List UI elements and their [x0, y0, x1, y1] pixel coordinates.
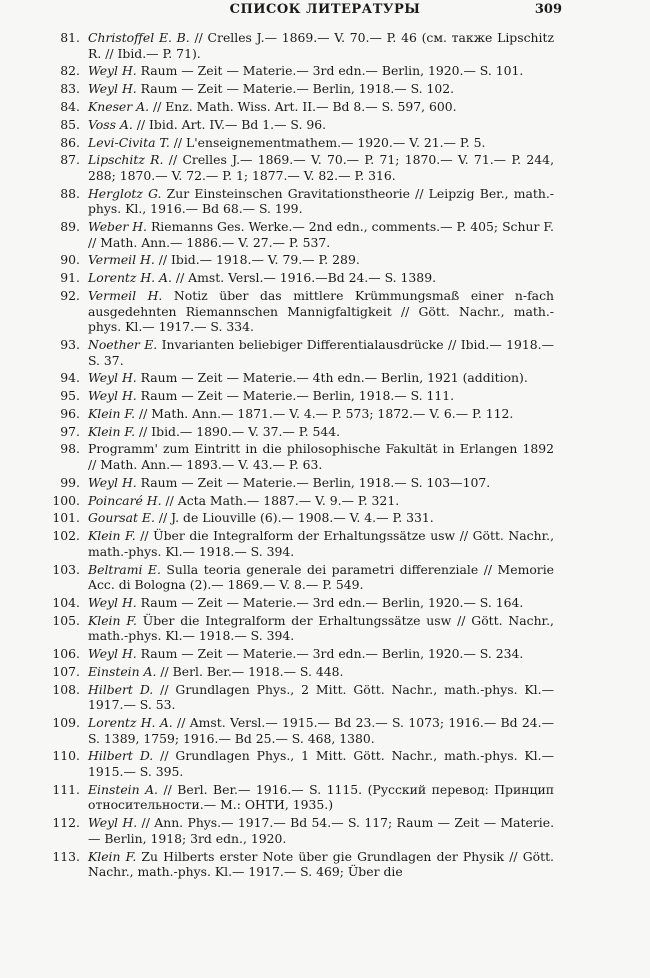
reference-entry — [46, 186, 554, 217]
reference-text — [88, 30, 554, 61]
reference-number: 95. — [60, 388, 80, 404]
reference-text — [88, 682, 554, 713]
reference-author: Klein F. — [88, 528, 136, 544]
reference-author: Levi-Civita T. — [88, 134, 170, 150]
reference-entry — [46, 288, 554, 335]
page-header — [0, 2, 650, 22]
reference-entry — [46, 81, 554, 97]
reference-number: 102. — [52, 528, 80, 544]
reference-number: 93. — [60, 336, 80, 352]
reference-entry — [46, 782, 554, 813]
reference-number: 101. — [52, 510, 80, 526]
reference-author: Weber H. — [88, 219, 147, 235]
reference-number: 96. — [60, 405, 80, 421]
reference-author: Klein F. — [88, 405, 136, 421]
reference-details: // Crelles J.— 1869.— V. 70.— P. 71; 1870.— V. 71.— P. 244, 288; 1870.— V. 72.— P. 1; 1877.— V. 82.— P. 316. — [88, 152, 555, 183]
reference-entry — [46, 99, 554, 115]
reference-text — [88, 117, 554, 133]
reference-author: Klein F. — [88, 848, 137, 864]
reference-author: Weyl H. — [88, 474, 137, 490]
reference-text — [88, 219, 554, 250]
reference-entry — [46, 441, 554, 472]
reference-entry — [46, 117, 554, 133]
reference-entry — [46, 613, 554, 644]
reference-entry — [46, 664, 554, 680]
reference-entry — [46, 252, 554, 268]
reference-text — [88, 595, 554, 611]
reference-details: Riemanns Ges. Werke.— 2nd edn., comments.— P. 405; Schur F. // Math. Ann.— 1886.— V. 27.— P. 537. — [88, 219, 554, 250]
reference-entry — [46, 562, 554, 593]
reference-details: Raum — Zeit — Materie.— 3rd edn.— Berlin, 1920.— S. 101. — [136, 63, 524, 79]
reference-text — [88, 748, 554, 779]
reference-text — [88, 475, 554, 491]
reference-author: Goursat E. — [88, 510, 155, 526]
reference-number: 100. — [52, 492, 80, 508]
reference-number: 83. — [60, 81, 80, 97]
reference-number: 91. — [60, 270, 80, 286]
reference-text — [88, 782, 554, 813]
reference-details: // Berl. Ber.— 1918.— S. 448. — [156, 663, 344, 679]
page-number: 309 — [534, 2, 562, 17]
reference-author: Kneser A. — [88, 98, 150, 114]
reference-details: // Enz. Math. Wiss. Art. II.— Bd 8.— S. 597, 600. — [149, 98, 457, 114]
reference-details: Notiz über das mittlere Krümmungsmaß einer n-fach ausgedehnten Riemannschen Mannigfaltigkeit // Gött. Nachr., math.-phys. Kl.— 1917.— S. 334. — [88, 287, 554, 335]
reference-number: 85. — [60, 116, 80, 132]
reference-entry — [46, 406, 554, 422]
reference-author: Lipschitz R. — [88, 152, 164, 168]
reference-text — [88, 715, 554, 746]
reference-author: Weyl H. — [88, 646, 137, 662]
reference-details: Raum — Zeit — Materie.— 3rd edn.— Berlin, 1920.— S. 234. — [136, 646, 524, 662]
reference-author: Weyl H. — [88, 594, 137, 610]
reference-entry — [46, 682, 554, 713]
reference-author: Weyl H. — [88, 370, 137, 386]
reference-entry — [46, 388, 554, 404]
reference-text — [88, 388, 554, 404]
running-head: СПИСОК ЛИТЕРАТУРЫ — [229, 2, 421, 17]
reference-details: Invarianten beliebiger Differentialausdrücke // Ibid.— 1918.— S. 37. — [88, 336, 554, 368]
reference-details: // L'enseignementmathem.— 1920.— V. 21.— P. 5. — [169, 134, 486, 150]
reference-details: // Grundlagen Phys., 1 Mitt. Gött. Nachr., math.-phys. Kl.— 1915.— S. 395. — [88, 748, 554, 779]
reference-details: Raum — Zeit — Materie.— Berlin, 1918.— S. 103—107. — [136, 474, 491, 490]
reference-entry — [46, 815, 554, 846]
reference-number: 109. — [52, 715, 80, 730]
reference-details: // Math. Ann.— 1871.— V. 4.— P. 573; 1872.— V. 6.— P. 112. — [135, 405, 514, 421]
reference-number: 106. — [52, 646, 80, 662]
reference-entry — [46, 135, 554, 151]
reference-author: Weyl H. — [88, 81, 137, 97]
reference-author: Einstein A. — [88, 663, 157, 679]
reference-details: // Crelles J.— 1869.— V. 70.— P. 46 (см. также Lipschitz R. // Ibid.— P. 71). — [88, 30, 554, 61]
reference-text — [88, 646, 554, 662]
reference-author: Weyl H. — [88, 815, 138, 831]
reference-text — [88, 510, 554, 526]
reference-author: Lorentz H. A. — [88, 715, 173, 730]
reference-entry — [46, 370, 554, 386]
reference-details: Raum — Zeit — Materie.— 4th edn.— Berlin, 1921 (addition). — [136, 370, 528, 386]
reference-number: 84. — [60, 98, 80, 114]
reference-details: // Ibid.— 1890.— V. 37.— P. 544. — [135, 423, 341, 439]
reference-details: Raum — Zeit — Materie.— 3rd edn.— Berlin, 1920.— S. 164. — [136, 594, 524, 610]
reference-details: // Berl. Ber.— 1916.— S. 1115. (Русский перевод: Принцип относительности.— М.: ОНТИ, 1935.) — [88, 781, 554, 813]
reference-number: 107. — [52, 663, 80, 679]
reference-author: Hilbert D. — [88, 681, 154, 697]
reference-text — [88, 493, 554, 509]
reference-details: Zur Einsteinschen Gravitationstheorie // Leipzig Ber., math.-phys. Kl., 1916.— Bd 68.— S. 199. — [88, 185, 554, 217]
reference-entry — [46, 748, 554, 779]
reference-text — [88, 81, 554, 97]
reference-text — [88, 252, 554, 268]
reference-author: Beltrami E. — [88, 561, 161, 577]
reference-text — [88, 664, 554, 680]
reference-details: // Grundlagen Phys., 2 Mitt. Gött. Nachr., math.-phys. Kl.— 1917.— S. 53. — [88, 681, 554, 713]
reference-text — [88, 288, 554, 335]
reference-details: Raum — Zeit — Materie.— Berlin, 1918.— S. 102. — [136, 81, 455, 97]
reference-author: Christoffel E. B. — [88, 30, 190, 45]
reference-entry — [46, 715, 554, 746]
reference-number: 112. — [52, 815, 80, 831]
reference-entry — [46, 63, 554, 79]
reference-entry — [46, 510, 554, 526]
reference-details: // Amst. Versl.— 1915.— Bd 23.— S. 1073; 1916.— Bd 24.— S. 1389, 1759; 1916.— Bd 25.— S. 468, 1380. — [88, 715, 554, 746]
reference-text — [88, 370, 554, 386]
reference-number: 103. — [52, 561, 80, 577]
reference-author: Klein F. — [88, 423, 136, 439]
reference-number: 86. — [60, 134, 80, 150]
reference-entry — [46, 528, 554, 559]
reference-entry — [46, 152, 554, 183]
reference-details: Raum — Zeit — Materie.— Berlin, 1918.— S. 111. — [136, 388, 455, 404]
reference-number: 104. — [52, 594, 80, 610]
reference-text — [88, 99, 554, 115]
reference-details: Programm' zum Eintritt in die philosophische Fakultät in Erlangen 1892 // Math. Ann.— 1893.— V. 43.— P. 63. — [88, 441, 554, 473]
reference-author: Voss A. — [88, 116, 133, 132]
reference-text — [88, 135, 554, 151]
reference-author: Weyl H. — [88, 63, 137, 79]
reference-entry — [46, 475, 554, 491]
reference-number: 97. — [60, 423, 80, 439]
reference-text — [88, 270, 554, 286]
reference-entry — [46, 337, 554, 368]
reference-entry — [46, 30, 554, 61]
reference-details: // Über die Integralform der Erhaltungssätze usw // Gött. Nachr., math.-phys. Kl.— 1918.— S. 394. — [88, 528, 555, 559]
reference-author: Hilbert D. — [88, 748, 154, 764]
reference-number: 82. — [60, 63, 80, 79]
reference-text — [88, 186, 554, 217]
reference-number: 108. — [52, 681, 80, 697]
reference-entry — [46, 595, 554, 611]
reference-text — [88, 63, 554, 79]
reference-number: 89. — [60, 219, 80, 235]
reference-text — [88, 562, 554, 593]
reference-text — [88, 152, 554, 183]
reference-details: // Ibid.— 1918.— V. 79.— P. 289. — [154, 252, 360, 268]
reference-entry — [46, 424, 554, 440]
reference-text — [88, 528, 554, 559]
reference-author: Noether E. — [88, 336, 158, 352]
reference-number: 88. — [60, 185, 80, 201]
reference-list — [46, 30, 554, 882]
reference-author: Weyl H. — [88, 388, 137, 404]
reference-text — [88, 424, 554, 440]
reference-text — [88, 406, 554, 422]
reference-author: Herglotz G. — [88, 185, 162, 201]
reference-number: 99. — [60, 474, 80, 490]
reference-text — [88, 815, 554, 846]
reference-details: Zu Hilberts erster Note über gie Grundlagen der Physik // Gött. Nachr., math.-phys. Kl.— 1917.— S. 469; Über die — [88, 848, 554, 880]
reference-text — [88, 337, 554, 368]
reference-number: 110. — [52, 748, 80, 764]
reference-author: Lorentz H. A. — [88, 270, 172, 286]
reference-number: 94. — [60, 370, 80, 386]
reference-details: // Amst. Versl.— 1916.—Bd 24.— S. 1389. — [171, 270, 437, 286]
reference-author: Vermeil H. — [88, 287, 163, 303]
reference-text — [88, 613, 554, 644]
reference-details: // Acta Math.— 1887.— V. 9.— P. 321. — [161, 492, 400, 508]
reference-text — [88, 441, 554, 472]
reference-text — [88, 849, 554, 880]
reference-entry — [46, 646, 554, 662]
reference-author: Klein F. — [88, 612, 137, 628]
reference-author: Einstein A. — [88, 781, 158, 797]
reference-details: Sulla teoria generale dei parametri differenziale // Memorie Acc. di Bologna (2).— 1869.— V. 8.— P. 549. — [88, 561, 555, 593]
reference-details: // J. de Liouville (6).— 1908.— V. 4.— P. 331. — [154, 510, 434, 526]
reference-number: 105. — [52, 612, 80, 628]
reference-number: 98. — [60, 441, 80, 457]
reference-number: 81. — [60, 30, 80, 45]
reference-number: 90. — [60, 252, 80, 268]
reference-entry — [46, 270, 554, 286]
reference-details: // Ibid. Art. IV.— Bd 1.— S. 96. — [132, 116, 327, 132]
reference-entry — [46, 219, 554, 250]
reference-details: // Ann. Phys.— 1917.— Bd 54.— S. 117; Raum — Zeit — Materie.— Berlin, 1918; 3rd edn., 1920. — [88, 815, 555, 846]
reference-number: 113. — [52, 848, 80, 864]
reference-author: Poincaré H. — [88, 492, 162, 508]
reference-number: 92. — [60, 287, 80, 303]
reference-author: Vermeil H. — [88, 252, 155, 268]
reference-details: Über die Integralform der Erhaltungssätze usw // Gött. Nachr., math.-phys. Kl.— 1918.— S. 394. — [88, 612, 554, 644]
reference-number: 111. — [52, 781, 80, 797]
reference-number: 87. — [60, 152, 80, 168]
reference-entry — [46, 493, 554, 509]
reference-entry — [46, 849, 554, 880]
